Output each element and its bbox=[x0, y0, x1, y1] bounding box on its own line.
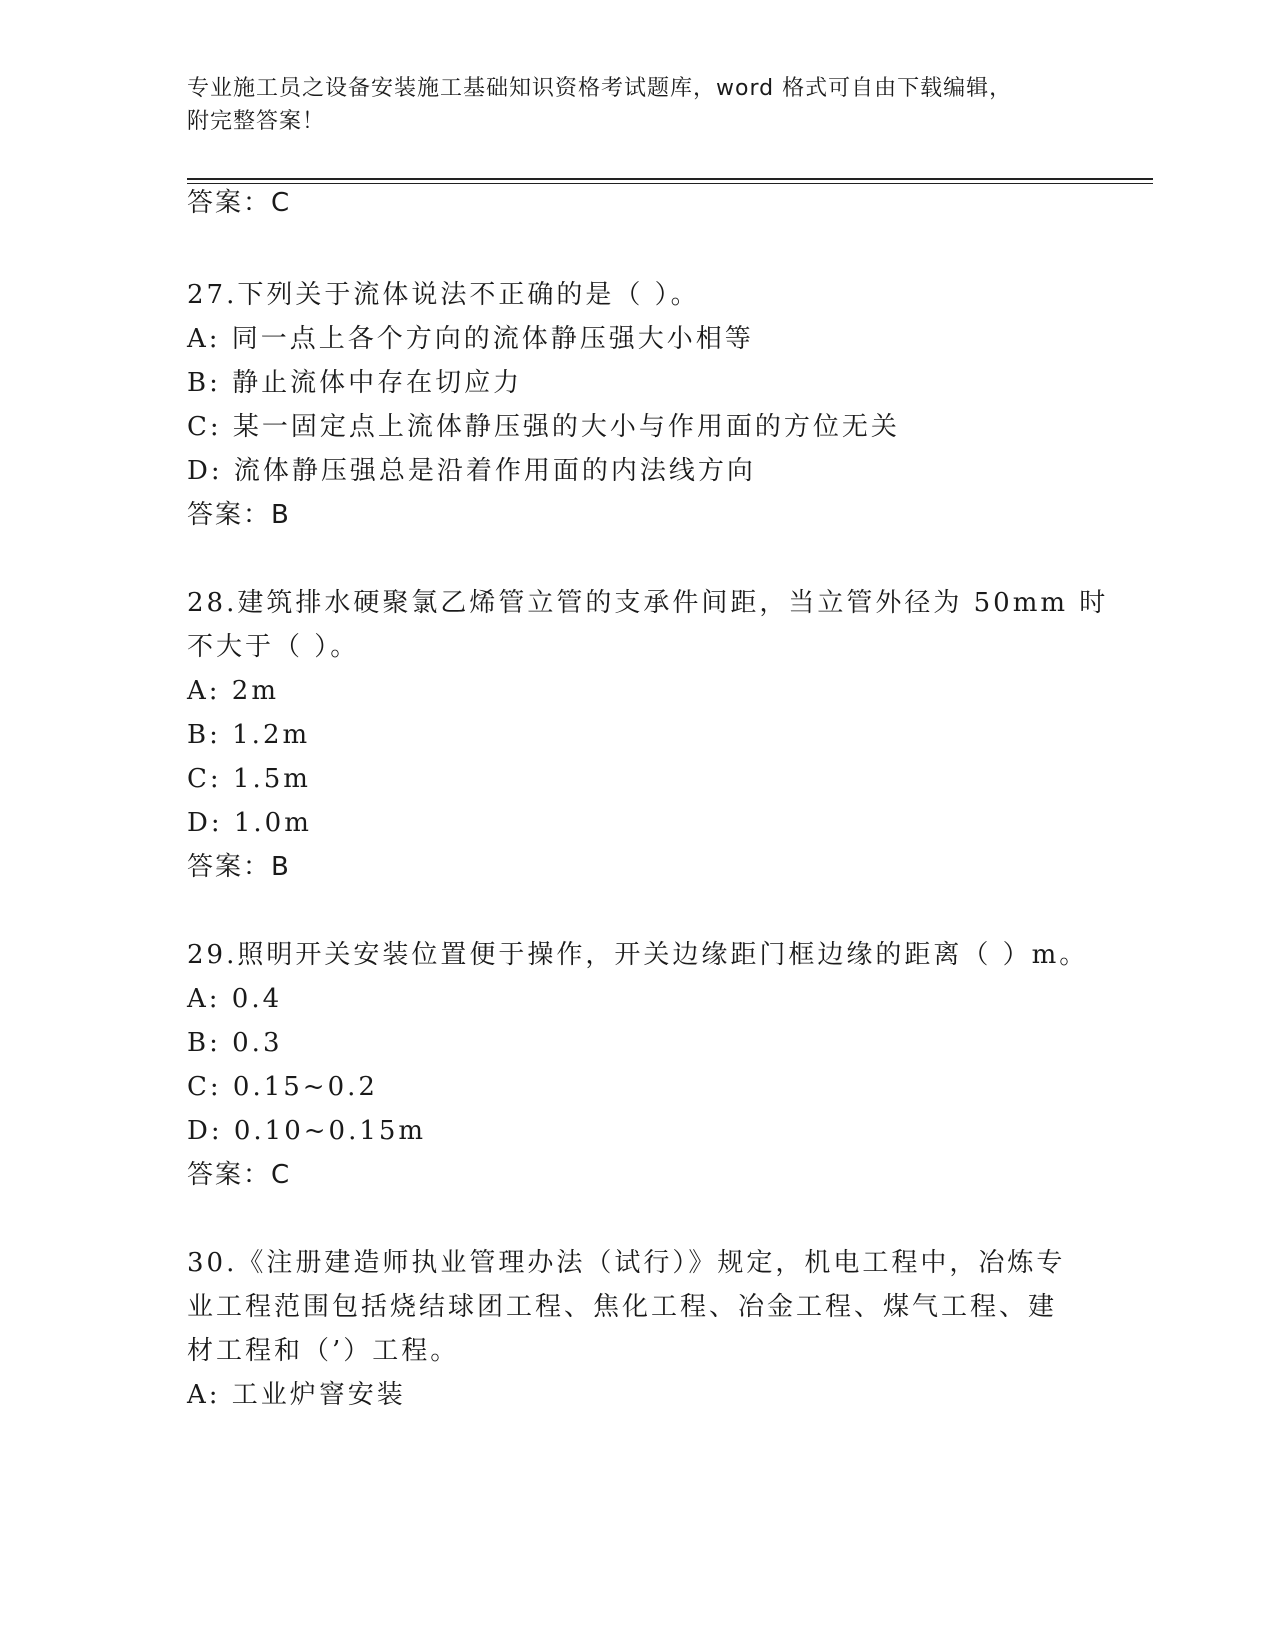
q29-option-a: A: 0.4 bbox=[187, 984, 283, 1014]
q28-answer: 答案：B bbox=[187, 852, 291, 882]
q27-option-d: D: 流体静压强总是沿着作用面的内法线方向 bbox=[187, 456, 756, 486]
q28-option-d: D: 1.0m bbox=[187, 808, 312, 838]
header-line-1: 专业施工员之设备安装施工基础知识资格考试题库，word 格式可自由下载编辑， bbox=[187, 76, 1013, 101]
q27-option-a: A: 同一点上各个方向的流体静压强大小相等 bbox=[187, 324, 754, 354]
q30-option-a: A: 工业炉窨安装 bbox=[187, 1380, 406, 1410]
q29-option-b: B: 0.3 bbox=[187, 1028, 283, 1058]
question-30-line-3: 材工程和（’）工程。 bbox=[187, 1336, 460, 1366]
q29-answer: 答案：C bbox=[187, 1160, 292, 1190]
q27-answer: 答案：B bbox=[187, 500, 291, 530]
question-28-line-2: 不大于（ ）。 bbox=[187, 632, 360, 662]
header-divider-thick bbox=[187, 178, 1153, 180]
q28-option-a: A: 2m bbox=[187, 676, 279, 706]
q27-option-b: B: 静止流体中存在切应力 bbox=[187, 368, 523, 398]
question-27: 27.下列关于流体说法不正确的是（ ）。 bbox=[187, 280, 700, 310]
q27-option-c: C: 某一固定点上流体静压强的大小与作用面的方位无关 bbox=[187, 412, 900, 442]
question-28-line-1: 28.建筑排水硬聚氯乙烯管立管的支承件间距，当立管外径为 50mm 时 bbox=[187, 588, 1109, 618]
q29-option-c: C: 0.15~0.2 bbox=[187, 1072, 378, 1102]
header-line-2: 附完整答案！ bbox=[187, 109, 326, 134]
q28-option-b: B: 1.2m bbox=[187, 720, 311, 750]
document-header bbox=[187, 72, 1087, 138]
question-30-line-2: 业工程范围包括烧结球团工程、焦化工程、冶金工程、煤气工程、建 bbox=[187, 1292, 1058, 1322]
answer-previous: 答案：C bbox=[187, 188, 292, 218]
question-30-line-1: 30.《注册建造师执业管理办法（试行）》规定，机电工程中，冶炼专 bbox=[187, 1248, 1066, 1278]
q29-option-d: D: 0.10~0.15m bbox=[187, 1116, 427, 1146]
q28-option-c: C: 1.5m bbox=[187, 764, 311, 794]
question-29: 29.照明开关安装位置便于操作，开关边缘距门框边缘的距离（ ）m。 bbox=[187, 940, 1089, 970]
header-divider-thin bbox=[187, 183, 1153, 184]
